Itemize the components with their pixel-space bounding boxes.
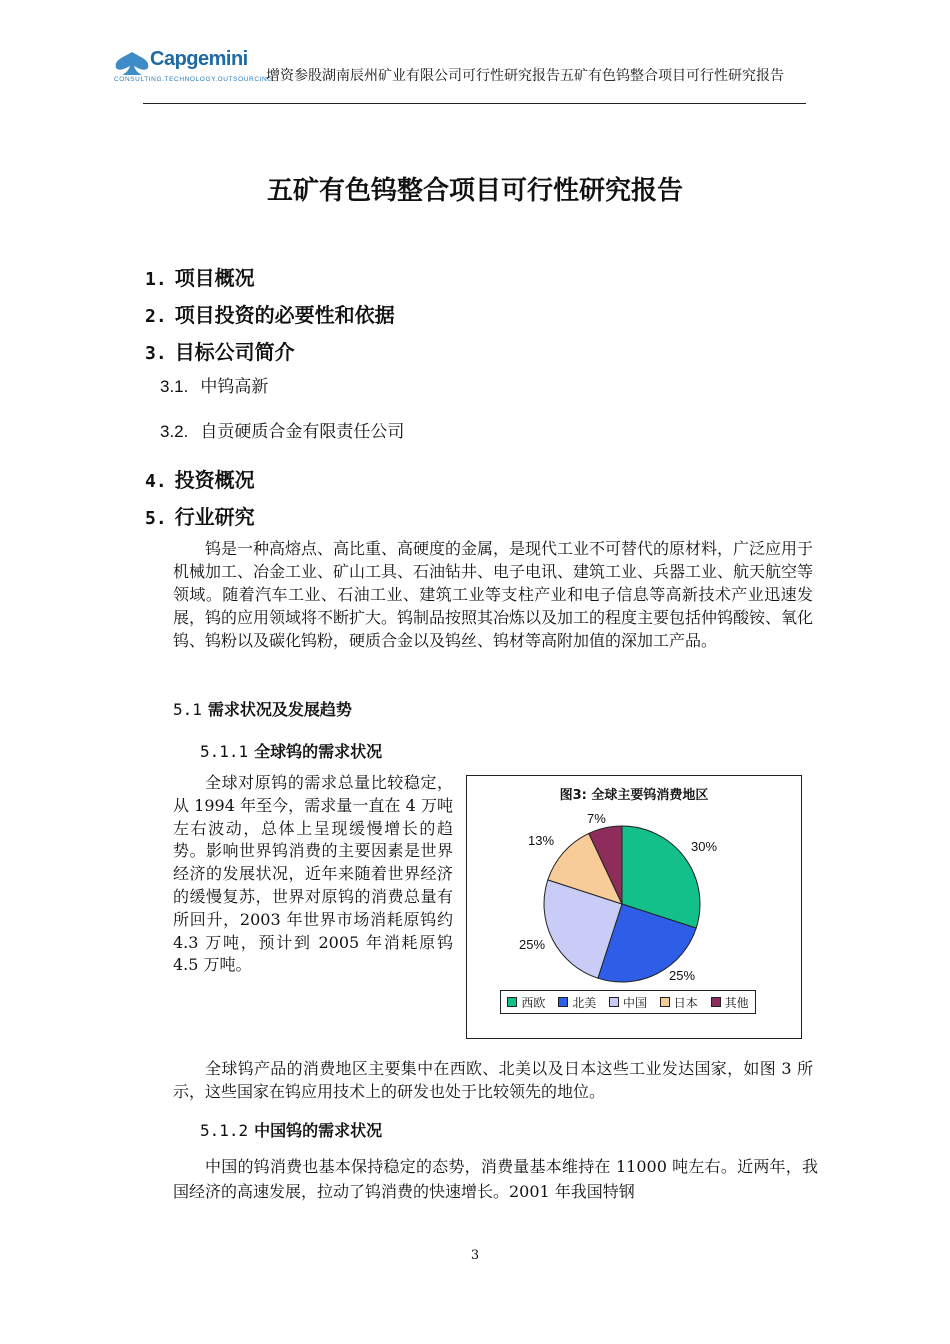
section-heading-3: 3. 目标公司简介 [145,340,295,364]
legend-swatch [711,997,721,1007]
header-rule [143,103,806,104]
page-number: 3 [470,1248,480,1263]
legend-item-other: 其他 [711,994,749,1011]
slice-label-china: 25% [519,937,546,952]
subsection-heading-3-2: 3.2. 自贡硬质合金有限责任公司 [160,422,405,442]
logo-spade-icon [112,50,152,76]
section-heading-5-1-1: 5.1.1 全球钨的需求状况 [200,742,383,761]
legend-swatch [558,997,568,1007]
legend-item-north-america: 北美 [558,994,596,1011]
pie-chart [467,776,801,986]
slice-label-west-europe: 30% [691,839,718,854]
legend-swatch [609,997,619,1007]
global-demand-paragraph: 全球对原钨的需求总量比较稳定，从 1994 年至今，需求量一直在 4 万吨左右波动，总体上呈现缓慢增长的趋势。影响世界钨消费的主要因素是世界经济的发展状况，近年来随着世界经济的缓慢复苏，世界对原钨的消费总量有所回升，2003 年世界市场消耗原钨约 4.3 万吨，预计到 2005 年消耗原钨 4.5 万吨。 [173,773,453,975]
legend-item-china: 中国 [609,994,647,1011]
section-heading-5: 5. 行业研究 [145,505,255,529]
china-demand-paragraph: 中国的钨消费也基本保持稳定的态势，消费量基本维持在 11000 吨左右。近两年，我国经济的高速发展，拉动了钨消费的快速增长。2001 年我国特钢 [173,1157,818,1201]
logo-tagline: CONSULTING.TECHNOLOGY.OUTSOURCING [114,76,273,83]
section-heading-4: 4. 投资概况 [145,468,255,492]
slice-label-other: 7% [587,811,606,826]
legend-item-japan: 日本 [660,994,698,1011]
slice-label-north-america: 25% [669,968,696,983]
pie-chart-figure [466,775,802,1039]
running-header: 增资参股湖南辰州矿业有限公司可行性研究报告五矿有色钨整合项目可行性研究报告 [266,68,784,84]
section-heading-2: 2. 项目投资的必要性和依据 [145,303,395,327]
section-heading-5-1-2: 5.1.2 中国钨的需求状况 [200,1121,383,1140]
chart-title: 图3: 全球主要钨消费地区 [559,788,709,803]
industry-intro-paragraph: 钨是一种高熔点、高比重、高硬度的金属，是现代工业不可替代的原材料，广泛应用于机械加工、冶金工业、矿山工具、石油钻井、电子电讯、建筑工业、兵器工业、航天航空等领域。随着汽车工业、石油工业、建筑工业等支柱产业和电子信息等高新技术产业迅速发展，钨的应用领域将不断扩大。钨制品按照其冶炼以及加工的程度主要包括仲钨酸铵、氧化钨、钨粉以及碳化钨粉，硬质合金以及钨丝、钨材等高附加值的深加工产品。 [173,539,814,650]
legend-item-west-europe: 西欧 [507,994,545,1011]
chart-legend [500,990,756,1014]
logo-wordmark: Capgemini [150,48,248,70]
legend-swatch [660,997,670,1007]
document-title: 五矿有色钨整合项目可行性研究报告 [266,176,683,206]
subsection-heading-3-1: 3.1. 中钨高新 [160,377,269,397]
section-heading-5-1: 5.1 需求状况及发展趋势 [173,700,352,719]
legend-swatch [507,997,517,1007]
section-heading-1: 1. 项目概况 [145,266,255,290]
consumption-region-paragraph: 全球钨产品的消费地区主要集中在西欧、北美以及日本这些工业发达国家，如图 3 所示，这些国家在钨应用技术上的研发也处于比较领先的地位。 [173,1059,813,1101]
slice-label-japan: 13% [528,833,555,848]
